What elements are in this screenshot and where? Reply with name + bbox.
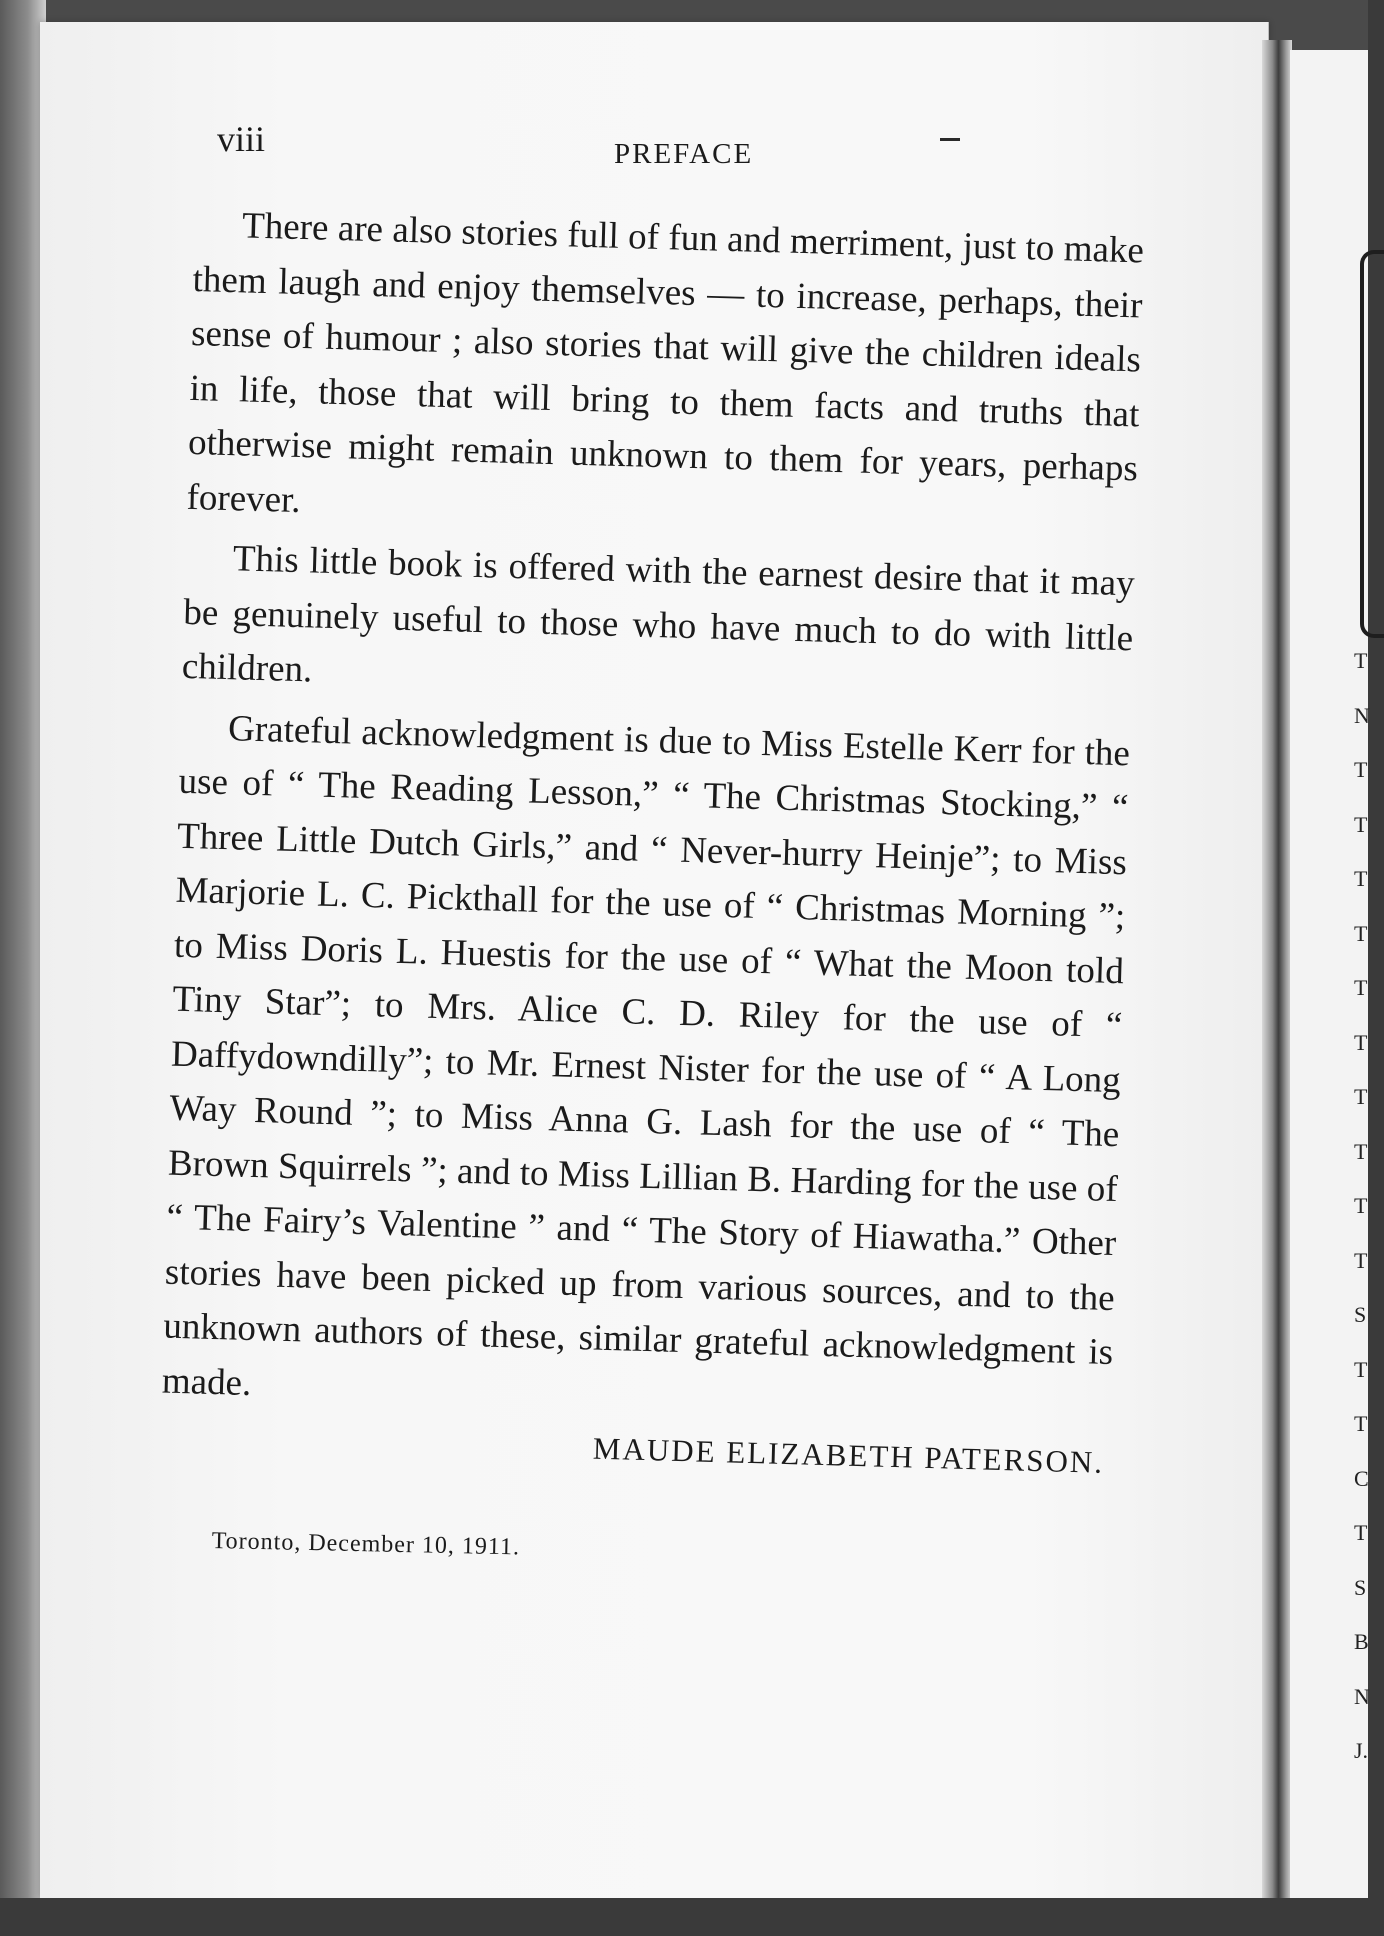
facing-page-letter: T [1354, 975, 1368, 1000]
facing-page-letter: T [1354, 811, 1368, 837]
facing-page-letter: N [1354, 1683, 1370, 1709]
author-signature: MAUDE ELIZABETH PATERSON. [592, 1430, 1105, 1480]
facing-page-letter: T [1354, 648, 1368, 673]
facing-page-letter: T [1354, 757, 1368, 782]
preface-body [160, 198, 1145, 1481]
facing-page-letter: J. [1354, 1738, 1369, 1763]
facing-page-letter: T [1354, 866, 1368, 891]
running-head: PREFACE [614, 138, 754, 170]
facing-page-frame [1360, 250, 1384, 638]
facing-page-letter: T [1354, 920, 1368, 946]
facing-page-letter: T [1354, 1138, 1368, 1164]
paragraph-earnest-desire: This little book is offered with the earnest desire that it may be genuinely useful to those who have much to do with little children. [181, 538, 1136, 691]
book-gutter [1262, 40, 1292, 1900]
facing-page-letter: N [1354, 702, 1370, 728]
print-mark [940, 138, 960, 141]
facing-page-letter: T [1354, 1029, 1368, 1055]
paragraph-fun-and-merriment: There are also stories full of fun and merriment, just to make them laugh and enjoy themselves — to increase, perhaps, their sense of humour ; also stories that will give the children ideals in life, those that will bring to them facts and truths that otherwise might remain unknown to them for years, perhaps forever. [186, 205, 1145, 521]
dateline: Toronto, December 10, 1911. [211, 1528, 521, 1561]
facing-page-edge [1290, 50, 1368, 1900]
facing-page-letter: S [1354, 1574, 1367, 1600]
scan-bottom-edge [0, 1898, 1368, 1936]
facing-page-letter: T [1354, 1356, 1368, 1382]
facing-page-letter: C [1354, 1465, 1369, 1491]
facing-page-letter: T [1354, 1520, 1368, 1545]
facing-page-letter: S [1354, 1302, 1367, 1327]
page-number: viii [217, 119, 266, 159]
facing-page-letter: T [1354, 1193, 1368, 1218]
facing-page-letter: B [1354, 1629, 1369, 1654]
facing-page-letter: T [1354, 1247, 1368, 1273]
facing-page-letter: T [1354, 1411, 1368, 1436]
facing-page-letter: T [1354, 1084, 1368, 1109]
paragraph-acknowledgments: Grateful acknowledgment is due to Miss Estelle Kerr for the use of “ The Reading Lesson,” “ The Christmas Stocking,” “ Three Little Dutch Girls,” and “ Never-hurry Heinje”; to Miss Marjorie L. C. Pickthall for the use of “ Christmas Morning ”; to Miss Doris L. Huestis for the use of “ What the Moon told Tiny Star”; to Mrs. Alice C. D. Riley for the use of “ Daffydowndilly”; to Mr. Ernest Nister for the use of “ A Long Way Round ”; to Miss Anna G. Lash for the use of “ The Brown Squirrels ”; and to Miss Lillian B. Harding for the use of “ The Fairy’s Valentine ” and “ The Story of Hiawatha.” Other stories have been picked up from various sources, and to the unknown authors of these, similar grateful acknowledgment is made. [161, 707, 1131, 1404]
